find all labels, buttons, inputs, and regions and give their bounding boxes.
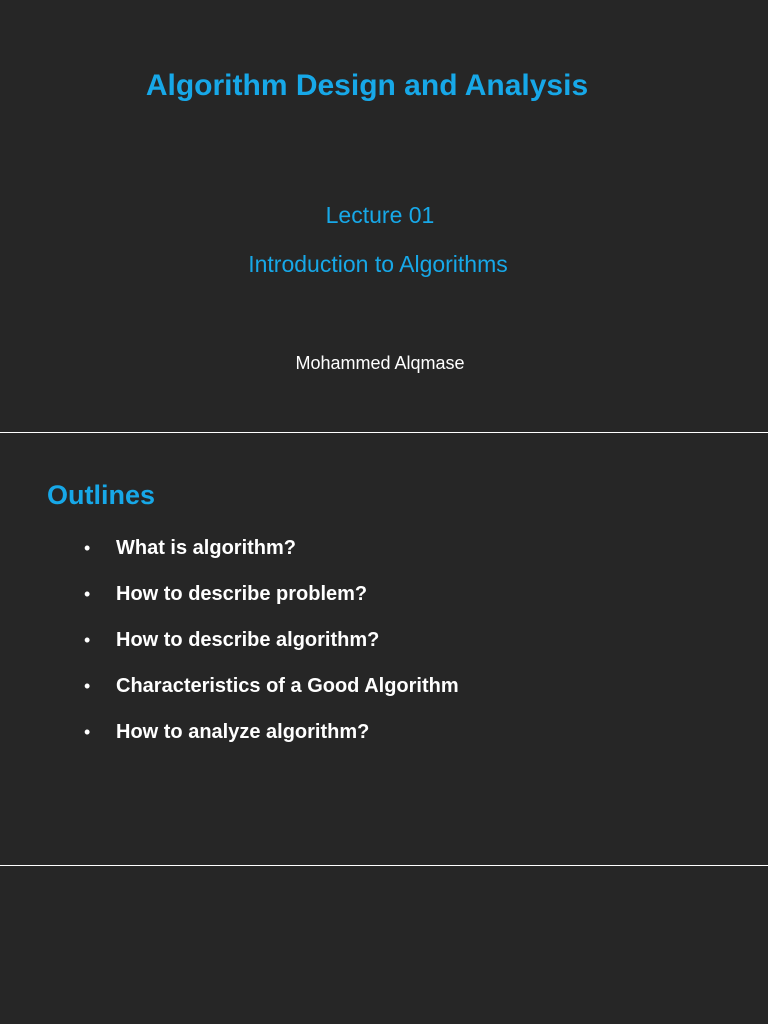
- author-name: Mohammed Alqmase: [295, 353, 465, 373]
- blank-slide: [0, 866, 768, 1024]
- outlines-heading: Outlines: [47, 480, 156, 510]
- title-slide: [0, 0, 768, 432]
- outline-item-text: What is algorithm?: [116, 537, 296, 559]
- lecture-number: Lecture 01: [325, 202, 435, 228]
- outline-item: [84, 534, 459, 580]
- outlines-slide: [0, 433, 768, 865]
- outline-item: [84, 580, 459, 626]
- outline-item-text: How to analyze algorithm?: [116, 721, 370, 743]
- outline-item-text: How to describe problem?: [116, 583, 368, 605]
- outline-item: [84, 626, 459, 672]
- outline-item-text: Characteristics of a Good Algorithm: [116, 675, 459, 697]
- outline-item: [84, 718, 459, 764]
- outline-item-text: How to describe algorithm?: [116, 629, 380, 651]
- slide-title: Algorithm Design and Analysis: [145, 69, 589, 102]
- outline-item: [84, 672, 459, 718]
- bullet-icon: •: [84, 630, 91, 650]
- bullet-icon: •: [84, 722, 91, 742]
- bullet-icon: •: [84, 584, 91, 604]
- bullet-icon: •: [84, 538, 91, 558]
- bullet-icon: •: [84, 676, 91, 696]
- outline-list: [84, 534, 459, 764]
- lecture-topic: Introduction to Algorithms: [248, 251, 508, 277]
